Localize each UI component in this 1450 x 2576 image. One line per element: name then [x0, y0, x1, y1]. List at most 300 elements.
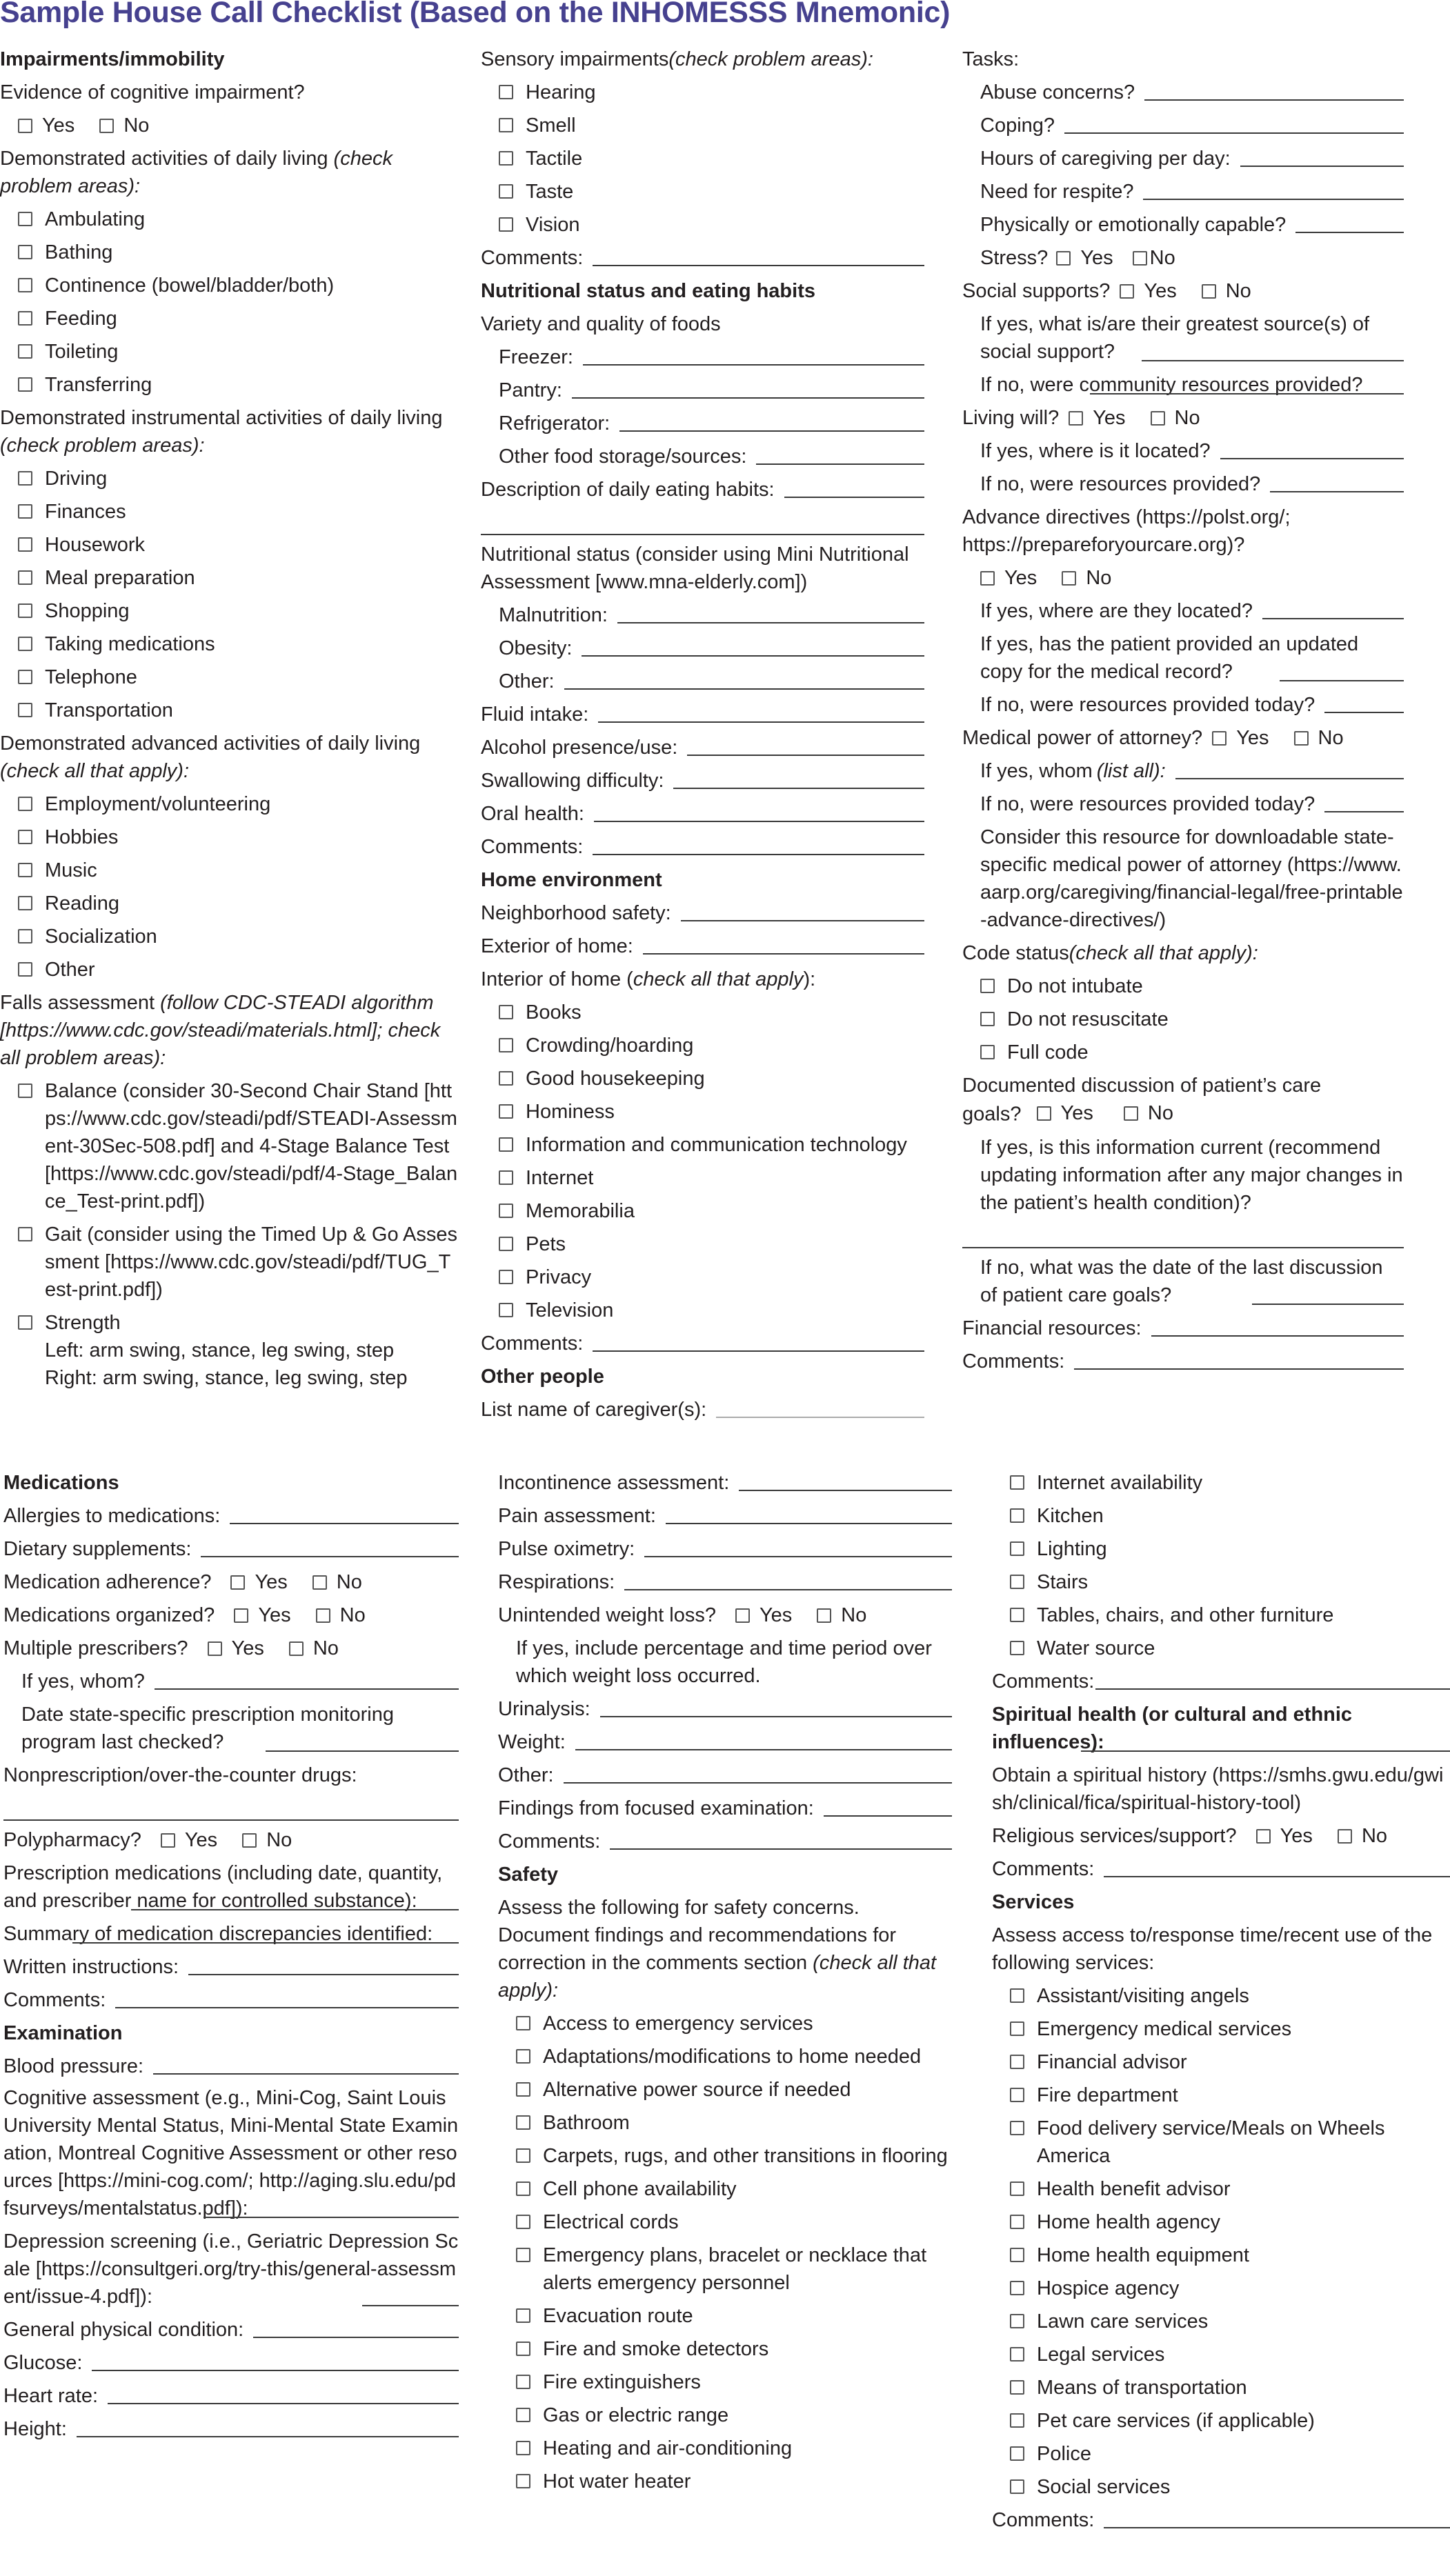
safety-item[interactable]: Carpets, rugs, and other transitions in flooring	[498, 2139, 952, 2173]
checkbox-empty-icon[interactable]	[18, 119, 32, 133]
glucose-input[interactable]	[92, 2370, 459, 2371]
iadl-item[interactable]: Housework	[0, 528, 459, 561]
checkbox-empty-icon[interactable]	[1010, 2248, 1024, 2262]
checkbox-empty-icon[interactable]	[18, 504, 32, 519]
social-yes-input[interactable]	[1142, 360, 1404, 361]
service-item[interactable]: Financial advisor	[992, 2046, 1450, 2079]
checkbox-empty-icon[interactable]	[1062, 571, 1076, 586]
checkbox-empty-icon[interactable]	[18, 896, 32, 910]
iadl-label: Demonstrated instrumental activities of daily living (check problem areas):	[0, 407, 443, 457]
checkbox-empty-icon[interactable]	[1010, 2055, 1024, 2069]
religious-yes-option[interactable]: Yes	[1256, 1819, 1313, 1853]
checkbox-empty-icon[interactable]	[499, 1005, 513, 1019]
nutrition-comments-input[interactable]	[593, 854, 924, 855]
mpoa-no-option[interactable]: No	[1294, 721, 1344, 755]
checkbox-empty-icon[interactable]	[499, 118, 513, 132]
checkbox-empty-icon[interactable]	[316, 1608, 330, 1623]
checkbox-empty-icon[interactable]	[516, 2082, 530, 2097]
checkbox-empty-icon[interactable]	[1010, 2479, 1024, 2494]
checkbox-empty-icon[interactable]	[516, 2308, 530, 2323]
nutrition-comments-field: Comments:	[481, 830, 924, 863]
adl-item[interactable]: Transferring	[0, 368, 459, 401]
refrigerator-field: Refrigerator:	[481, 407, 924, 440]
services-comments-input[interactable]	[1104, 2527, 1450, 2528]
religious-no-option[interactable]: No	[1338, 1819, 1387, 1853]
interior-item[interactable]: Good housekeeping	[481, 1062, 924, 1095]
iadl-item[interactable]: Taking medications	[0, 628, 459, 661]
social-no-input[interactable]	[1090, 393, 1404, 395]
checkbox-empty-icon[interactable]	[1010, 2314, 1024, 2328]
spiritual-input[interactable]	[1081, 1750, 1450, 1752]
sensory-item[interactable]: Smell	[481, 109, 924, 142]
safety-item[interactable]: Access to emergency services	[498, 2007, 952, 2040]
organized-yes-option[interactable]: Yes	[234, 1599, 290, 1632]
aadl-item[interactable]: Hobbies	[0, 821, 459, 854]
care-goals-yes-option[interactable]: Yes	[1037, 1099, 1093, 1127]
advance-yes-option[interactable]: Yes	[980, 561, 1037, 595]
safety-item[interactable]: Fire and smoke detectors	[498, 2333, 952, 2366]
lw-yes-input[interactable]	[1220, 458, 1404, 459]
checkbox-empty-icon[interactable]	[516, 2441, 530, 2455]
otc-input[interactable]	[3, 1792, 459, 1821]
adherence-no-option[interactable]: No	[312, 1566, 362, 1599]
iadl-item[interactable]: Telephone	[0, 661, 459, 694]
checkbox-empty-icon[interactable]	[18, 1227, 32, 1241]
checkbox-empty-icon[interactable]	[1056, 251, 1071, 266]
checkbox-empty-icon[interactable]	[1069, 411, 1083, 426]
checkbox-empty-icon[interactable]	[980, 979, 995, 993]
cognitive-assessment-input[interactable]	[203, 2217, 459, 2218]
checkbox-empty-icon[interactable]	[230, 1575, 245, 1590]
adl-item[interactable]: Toileting	[0, 335, 459, 368]
checkbox-empty-icon[interactable]	[499, 151, 513, 166]
respirations-input[interactable]	[624, 1589, 952, 1590]
falls-list	[0, 1075, 459, 1395]
top-left-column	[0, 43, 459, 1395]
safety-item[interactable]: Hot water heater	[498, 2465, 952, 2498]
service-item[interactable]: Health benefit advisor	[992, 2173, 1450, 2206]
checkbox-empty-icon[interactable]	[1010, 1475, 1024, 1490]
aadl-item[interactable]: Other	[0, 953, 459, 986]
aadl-item[interactable]: Music	[0, 854, 459, 887]
height-input[interactable]	[77, 2436, 459, 2437]
safety-comments-field: Comments:	[992, 1665, 1450, 1698]
checkbox-empty-icon[interactable]	[499, 1303, 513, 1317]
checkbox-empty-icon[interactable]	[18, 471, 32, 486]
checkbox-empty-icon[interactable]	[516, 2342, 530, 2356]
nutrition-other-input[interactable]	[564, 688, 924, 690]
organized-no-option[interactable]: No	[316, 1599, 366, 1632]
fluid-input[interactable]	[598, 721, 924, 723]
respite-field: Need for respite?	[962, 175, 1404, 208]
exterior-input[interactable]	[643, 953, 924, 955]
adl-item[interactable]: Ambulating	[0, 203, 459, 236]
cognitive-yes-option[interactable]: Yes	[18, 109, 75, 142]
checkbox-empty-icon[interactable]	[1010, 2088, 1024, 2102]
adherence-field: Medication adherence? Yes No	[3, 1566, 459, 1599]
checkbox-empty-icon[interactable]	[289, 1641, 304, 1656]
checkbox-empty-icon[interactable]	[161, 1833, 175, 1848]
checkbox-empty-icon[interactable]	[18, 245, 32, 259]
checkbox-empty-icon[interactable]	[18, 797, 32, 811]
respite-input[interactable]	[1143, 199, 1404, 200]
section-heading-other-people: Other people	[481, 1366, 604, 1388]
adl-item[interactable]: Continence (bowel/bladder/both)	[0, 269, 459, 302]
ad-yes2-input[interactable]	[1280, 680, 1404, 681]
checkbox-empty-icon[interactable]	[208, 1641, 222, 1656]
social-no-option[interactable]: No	[1202, 274, 1251, 308]
checkbox-empty-icon[interactable]	[18, 212, 32, 226]
interior-item[interactable]: Internet	[481, 1161, 924, 1195]
daily-habits-input[interactable]	[784, 497, 924, 498]
caregivers-input[interactable]	[716, 1417, 924, 1418]
interior-item[interactable]: Privacy	[481, 1261, 924, 1294]
checkbox-empty-icon[interactable]	[1010, 2446, 1024, 2461]
service-item[interactable]: Hospice agency	[992, 2272, 1450, 2305]
aadl-item[interactable]: Reading	[0, 887, 459, 920]
checkbox-empty-icon[interactable]	[18, 637, 32, 651]
discrepancies-input[interactable]	[72, 1942, 459, 1944]
checkbox-empty-icon[interactable]	[1124, 1106, 1138, 1121]
ad-no-input[interactable]	[1324, 712, 1404, 713]
adherence-yes-option[interactable]: Yes	[230, 1566, 287, 1599]
checkbox-empty-icon[interactable]	[1037, 1106, 1051, 1121]
prescribers-yes-option[interactable]: Yes	[208, 1632, 264, 1665]
advance-no-option[interactable]: No	[1062, 561, 1111, 595]
safety-item[interactable]: Gas or electric range	[498, 2399, 952, 2432]
exam-comments-input[interactable]	[610, 1848, 952, 1850]
allergies-field: Allergies to medications:	[3, 1499, 459, 1532]
iadl-item[interactable]: Transportation	[0, 694, 459, 727]
pantry-field: Pantry:	[481, 374, 924, 407]
checkbox-empty-icon[interactable]	[980, 1045, 995, 1059]
checkbox-empty-icon[interactable]	[18, 377, 32, 392]
safety-item[interactable]: Kitchen	[992, 1499, 1450, 1532]
checkbox-empty-icon[interactable]	[516, 2016, 530, 2030]
refrigerator-input[interactable]	[619, 430, 924, 432]
incontinence-input[interactable]	[739, 1490, 952, 1491]
weight-loss-no-option[interactable]: No	[817, 1599, 866, 1632]
falls-item-balance[interactable]: Balance (consider 30-Second Chair Stand [https://www.cdc.gov/steadi/pdf/STEADI-Assessment-30Sec-508.pdf] and 4-Stage Balance Test [https://www.cdc.gov/steadi/pdf/4-Stage_Balance_Test-print.pdf])	[0, 1075, 459, 1218]
living-will-no-option[interactable]: No	[1151, 401, 1200, 435]
right-comments-input[interactable]	[1074, 1368, 1404, 1370]
checkbox-empty-icon[interactable]	[1010, 1608, 1024, 1622]
interior-item[interactable]: Pets	[481, 1228, 924, 1261]
checkbox-empty-icon[interactable]	[1010, 1541, 1024, 1556]
polypharmacy-yes-option[interactable]: Yes	[161, 1824, 217, 1857]
cognitive-assessment-label: Cognitive assessment (e.g., Mini-Cog, Saint Louis University Mental Status, Mini-Mental State Examination, Montreal Cognitive Assessment or other resources [https://mini-cog.com/; http://aging.slu.edu/pdfsurveys/mentalstatus.pdf]):	[3, 2087, 459, 2219]
checkbox-empty-icon[interactable]	[234, 1608, 248, 1623]
mpoa-no-input[interactable]	[1324, 811, 1404, 812]
interior-item[interactable]: Crowding/hoarding	[481, 1029, 924, 1062]
rx-input[interactable]	[131, 1909, 459, 1910]
mpoa-yes-option[interactable]: Yes	[1212, 721, 1269, 755]
swallowing-input[interactable]	[673, 788, 924, 789]
falls-item-gait[interactable]: Gait (consider using the Timed Up & Go Assessment [https://www.cdc.gov/steadi/pdf/TUG_Test-print.pdf])	[0, 1218, 459, 1306]
interior-item[interactable]: Television	[481, 1294, 924, 1327]
checkbox-empty-icon[interactable]	[18, 311, 32, 326]
alcohol-input[interactable]	[687, 755, 924, 756]
financial-field: Financial resources:	[962, 1312, 1404, 1345]
lw-no-input[interactable]	[1270, 491, 1404, 492]
hours-input[interactable]	[1240, 166, 1404, 167]
service-item[interactable]: Lawn care services	[992, 2305, 1450, 2338]
checkbox-empty-icon[interactable]	[1212, 731, 1226, 746]
checkbox-empty-icon[interactable]	[499, 1104, 513, 1119]
checkbox-empty-icon[interactable]	[1010, 2215, 1024, 2229]
service-item[interactable]: Legal services	[992, 2338, 1450, 2371]
capable-input[interactable]	[1295, 232, 1404, 233]
lw-no-field: If no, were resources provided?	[962, 468, 1404, 501]
checkbox-empty-icon[interactable]	[499, 1237, 513, 1251]
service-item[interactable]: Means of transportation	[992, 2371, 1450, 2404]
care-goals-no-option[interactable]: No	[1124, 1099, 1173, 1127]
checkbox-empty-icon[interactable]	[1294, 731, 1309, 746]
checkbox-empty-icon[interactable]	[1010, 2181, 1024, 2196]
safety-item[interactable]: Water source	[992, 1632, 1450, 1665]
ad-yes-field: If yes, where are they located?	[962, 595, 1404, 628]
cognitive-no-option[interactable]: No	[99, 109, 149, 142]
code-status-item[interactable]: Do not resuscitate	[962, 1003, 1404, 1036]
iadl-item[interactable]: Meal preparation	[0, 561, 459, 595]
polypharmacy-field: Polypharmacy? Yes No	[3, 1824, 459, 1857]
daily-habits-input-line2[interactable]	[481, 506, 924, 535]
checkbox-empty-icon[interactable]	[18, 670, 32, 684]
checkbox-empty-icon[interactable]	[499, 85, 513, 99]
checkbox-empty-icon[interactable]	[499, 1270, 513, 1284]
iadl-item[interactable]: Shopping	[0, 595, 459, 628]
service-item[interactable]: Food delivery service/Meals on Wheels America	[992, 2112, 1450, 2173]
safety-item[interactable]: Electrical cords	[498, 2206, 952, 2239]
interior-item[interactable]: Information and communication technology	[481, 1128, 924, 1161]
checkbox-empty-icon[interactable]	[1010, 1508, 1024, 1523]
spiritual-comments-input[interactable]	[1104, 1876, 1450, 1877]
checkbox-empty-icon[interactable]	[980, 571, 995, 586]
service-item[interactable]: Pet care services (if applicable)	[992, 2404, 1450, 2437]
checkbox-empty-icon[interactable]	[1010, 1988, 1024, 2003]
safety-item[interactable]: Fire extinguishers	[498, 2366, 952, 2399]
living-will-yes-option[interactable]: Yes	[1069, 401, 1125, 435]
safety-item[interactable]: Cell phone availability	[498, 2173, 952, 2206]
iadl-item[interactable]: Driving	[0, 462, 459, 495]
checkbox-empty-icon[interactable]	[18, 1315, 32, 1330]
safety-item[interactable]: Heating and air-conditioning	[498, 2432, 952, 2465]
checkbox-empty-icon[interactable]	[1010, 2121, 1024, 2135]
stress-yes-option[interactable]: Yes	[1056, 241, 1113, 274]
checkbox-empty-icon[interactable]	[1256, 1829, 1271, 1844]
aadl-list	[0, 788, 459, 986]
checkbox-empty-icon[interactable]	[18, 1084, 32, 1098]
sensory-item[interactable]: Tactile	[481, 142, 924, 175]
stress-no-option[interactable]: No	[1133, 241, 1175, 274]
depression-input[interactable]	[362, 2305, 459, 2306]
care-goals-no-note: If no, what was the date of the last discussion of patient care goals?	[980, 1256, 1383, 1306]
respirations-field: Respirations:	[498, 1566, 952, 1599]
malnutrition-input[interactable]	[617, 622, 924, 623]
living-will-field: Living will? Yes No	[962, 401, 1404, 435]
interior-item[interactable]: Books	[481, 996, 924, 1029]
checkbox-empty-icon[interactable]	[735, 1608, 750, 1623]
checkbox-empty-icon[interactable]	[18, 603, 32, 618]
social-yes-option[interactable]: Yes	[1120, 274, 1176, 308]
checkbox-empty-icon[interactable]	[516, 2474, 530, 2488]
checkbox-empty-icon[interactable]	[1338, 1829, 1352, 1844]
safety-item[interactable]: Lighting	[992, 1532, 1450, 1566]
pain-input[interactable]	[666, 1523, 952, 1524]
polypharmacy-no-option[interactable]: No	[242, 1824, 292, 1857]
other-food-input[interactable]	[756, 463, 924, 465]
care-goals-yes-input[interactable]	[962, 1219, 1404, 1248]
checkbox-empty-icon[interactable]	[516, 2248, 530, 2262]
interior-item[interactable]: Memorabilia	[481, 1195, 924, 1228]
sensory-comments-input[interactable]	[593, 265, 924, 266]
code-status-item[interactable]: Do not intubate	[962, 970, 1404, 1003]
safety-item[interactable]: Emergency plans, bracelet or necklace that alerts emergency personnel	[498, 2239, 952, 2299]
checkbox-empty-icon[interactable]	[499, 1170, 513, 1185]
checkbox-empty-icon[interactable]	[516, 2408, 530, 2422]
safety-item[interactable]: Adaptations/modifications to home needed	[498, 2040, 952, 2073]
checkbox-empty-icon[interactable]	[242, 1833, 257, 1848]
checkbox-empty-icon[interactable]	[516, 2181, 530, 2196]
freezer-input[interactable]	[583, 364, 924, 366]
checkbox-empty-icon[interactable]	[18, 830, 32, 844]
checkbox-empty-icon[interactable]	[1010, 2347, 1024, 2362]
section-heading-impairments: Impairments/immobility	[0, 48, 225, 70]
safety-comments-input[interactable]	[1095, 1688, 1450, 1690]
pulse-input[interactable]	[644, 1556, 952, 1557]
bp-input[interactable]	[153, 2073, 459, 2075]
pantry-input[interactable]	[572, 397, 924, 399]
checkbox-empty-icon[interactable]	[1010, 2380, 1024, 2395]
safety-item[interactable]: Bathroom	[498, 2106, 952, 2139]
sensory-item[interactable]: Hearing	[481, 76, 924, 109]
service-item[interactable]: Home health agency	[992, 2206, 1450, 2239]
coping-input[interactable]	[1064, 132, 1404, 134]
capable-field: Physically or emotionally capable?	[962, 208, 1404, 241]
checkbox-empty-icon[interactable]	[499, 1204, 513, 1218]
checkbox-empty-icon[interactable]	[18, 962, 32, 977]
checkbox-empty-icon[interactable]	[18, 703, 32, 717]
checkbox-empty-icon[interactable]	[980, 1012, 995, 1026]
safety-item[interactable]: Internet availability	[992, 1466, 1450, 1499]
checkbox-empty-icon[interactable]	[1010, 1575, 1024, 1589]
interior-item[interactable]: Hominess	[481, 1095, 924, 1128]
checkbox-empty-icon[interactable]	[817, 1608, 831, 1623]
written-input[interactable]	[188, 1974, 459, 1975]
checkbox-empty-icon[interactable]	[1133, 251, 1147, 266]
bp-field: Blood pressure:	[3, 2050, 459, 2083]
adl-list	[0, 203, 459, 401]
abuse-input[interactable]	[1144, 99, 1404, 101]
checkbox-empty-icon[interactable]	[1010, 2021, 1024, 2036]
adl-item[interactable]: Feeding	[0, 302, 459, 335]
service-item[interactable]: Home health equipment	[992, 2239, 1450, 2272]
safety-item[interactable]: Stairs	[992, 1566, 1450, 1599]
falls-item-strength[interactable]: Strength Left: arm swing, stance, leg swing, step Right: arm swing, stance, leg swing, step	[0, 1306, 459, 1395]
safety-item[interactable]: Evacuation route	[498, 2299, 952, 2333]
obesity-field: Obesity:	[481, 632, 924, 665]
checkbox-empty-icon[interactable]	[499, 184, 513, 199]
care-goals-no-input[interactable]	[1252, 1304, 1404, 1305]
checkbox-empty-icon[interactable]	[1010, 1641, 1024, 1655]
weight-input[interactable]	[575, 1749, 952, 1750]
adl-item[interactable]: Bathing	[0, 236, 459, 269]
sensory-item[interactable]: Vision	[481, 208, 924, 241]
service-item[interactable]: Emergency medical services	[992, 2013, 1450, 2046]
heart-rate-input[interactable]	[108, 2403, 459, 2404]
checkbox-empty-icon[interactable]	[99, 119, 114, 133]
pulse-field: Pulse oximetry:	[498, 1532, 952, 1566]
physical-input[interactable]	[253, 2337, 459, 2338]
supplements-field: Dietary supplements:	[3, 1532, 459, 1566]
iadl-item[interactable]: Finances	[0, 495, 459, 528]
checkbox-empty-icon[interactable]	[516, 2115, 530, 2130]
pdmp-input[interactable]	[266, 1750, 459, 1752]
checkbox-empty-icon[interactable]	[1010, 2281, 1024, 2295]
checkbox-empty-icon[interactable]	[18, 344, 32, 359]
exam-other-input[interactable]	[564, 1782, 952, 1784]
checkbox-empty-icon[interactable]	[499, 217, 513, 232]
checkbox-empty-icon[interactable]	[1010, 2413, 1024, 2428]
checkbox-empty-icon[interactable]	[18, 570, 32, 585]
service-item[interactable]: Fire department	[992, 2079, 1450, 2112]
checkbox-empty-icon[interactable]	[18, 929, 32, 943]
checkbox-empty-icon[interactable]	[499, 1071, 513, 1086]
checkbox-empty-icon[interactable]	[1120, 284, 1134, 299]
service-item[interactable]: Social services	[992, 2470, 1450, 2504]
whom-input[interactable]	[155, 1688, 459, 1690]
discrepancies-label: Summary of medication discrepancies identified:	[3, 1923, 433, 1945]
checkbox-empty-icon[interactable]	[516, 2375, 530, 2389]
spiritual-comments-field: Comments:	[992, 1853, 1450, 1886]
service-item[interactable]: Police	[992, 2437, 1450, 2470]
oral-health-input[interactable]	[594, 821, 924, 822]
checkbox-empty-icon[interactable]	[1202, 284, 1216, 299]
nutrition-other-field: Other:	[481, 665, 924, 698]
aadl-item[interactable]: Socialization	[0, 920, 459, 953]
urinalysis-input[interactable]	[600, 1716, 952, 1717]
neighborhood-input[interactable]	[681, 920, 924, 921]
checkbox-empty-icon[interactable]	[312, 1575, 327, 1590]
code-status-item[interactable]: Full code	[962, 1036, 1404, 1069]
prescribers-no-option[interactable]: No	[289, 1632, 339, 1665]
checkbox-empty-icon[interactable]	[499, 1038, 513, 1052]
obesity-input[interactable]	[582, 655, 924, 657]
checkbox-empty-icon[interactable]	[1151, 411, 1165, 426]
weight-loss-yes-option[interactable]: Yes	[735, 1599, 792, 1632]
checkbox-empty-icon[interactable]	[516, 2049, 530, 2064]
checkbox-empty-icon[interactable]	[516, 2148, 530, 2163]
sensory-item[interactable]: Taste	[481, 175, 924, 208]
findings-input[interactable]	[824, 1815, 952, 1817]
financial-input[interactable]	[1151, 1335, 1404, 1337]
safety-item[interactable]: Alternative power source if needed	[498, 2073, 952, 2106]
mpoa-yes-input[interactable]	[1175, 778, 1404, 779]
checkbox-empty-icon[interactable]	[18, 537, 32, 552]
checkbox-empty-icon[interactable]	[516, 2215, 530, 2229]
supplements-input[interactable]	[201, 1556, 459, 1557]
med-comments-input[interactable]	[115, 2007, 459, 2008]
ad-yes-input[interactable]	[1262, 618, 1404, 619]
allergies-input[interactable]	[230, 1523, 459, 1524]
checkbox-empty-icon[interactable]	[499, 1137, 513, 1152]
service-item[interactable]: Assistant/visiting angels	[992, 1979, 1450, 2013]
checkbox-empty-icon[interactable]	[18, 863, 32, 877]
checkbox-empty-icon[interactable]	[18, 278, 32, 292]
aadl-item[interactable]: Employment/volunteering	[0, 788, 459, 821]
safety-item[interactable]: Tables, chairs, and other furniture	[992, 1599, 1450, 1632]
home-comments-input[interactable]	[593, 1350, 924, 1352]
